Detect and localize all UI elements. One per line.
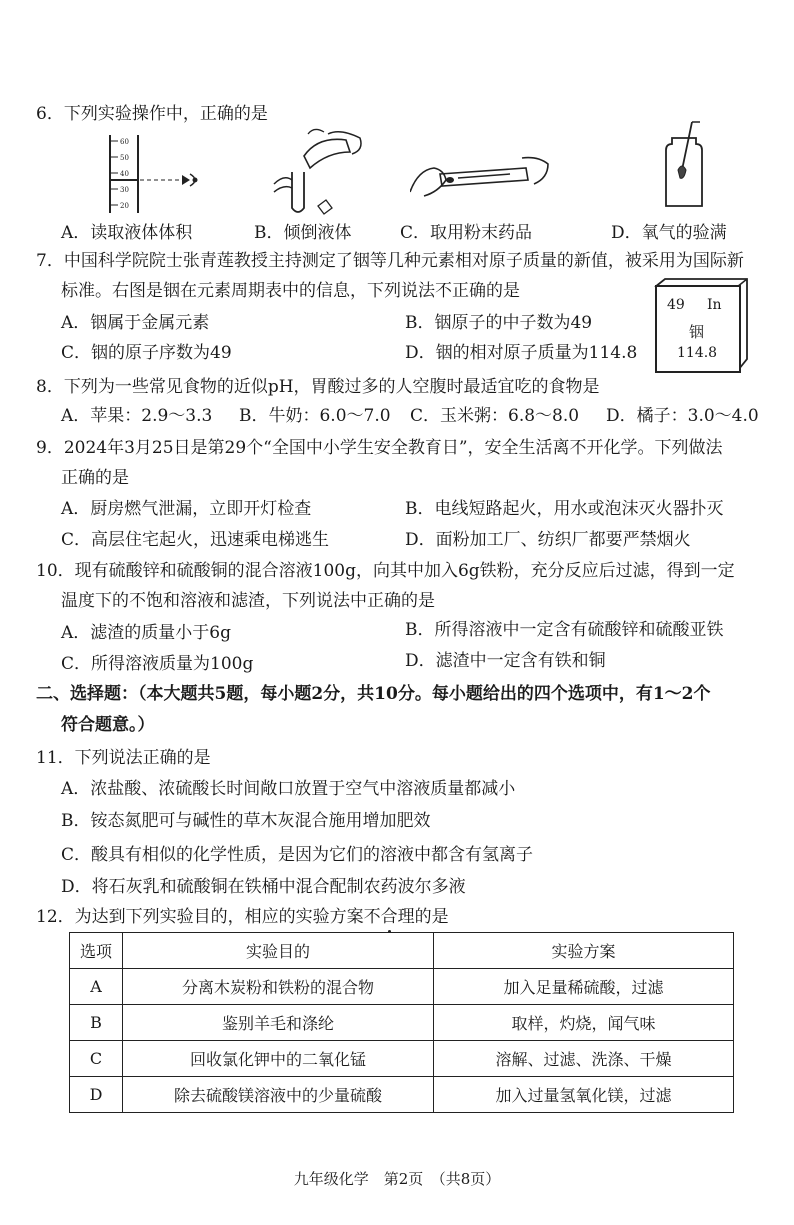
table-cell: 加入足量稀硫酸，过滤: [434, 969, 734, 1005]
q8-option-c: C．玉米粥：6.8～8.0: [410, 406, 580, 426]
table-cell: 溶解、过滤、洗涤、干燥: [434, 1041, 734, 1077]
q12-stem-pre: 12．为达到下列实验目的，相应的实验方案: [36, 907, 364, 927]
q12-table: [69, 932, 734, 1113]
q7-option-b: B．铟原子的中子数为49: [405, 313, 593, 333]
page-footer: 九年级化学 第2页 （共8页）: [293, 1170, 501, 1188]
table-cell: 除去硫酸镁溶液中的少量硫酸: [123, 1077, 434, 1113]
q12-stem-emphasis: 不合理: [363, 907, 415, 927]
q7-stem-line1: 7．中国科学院院士张青莲教授主持测定了铟等几种元素相对原子质量的新值，被采用为国际新: [36, 251, 744, 271]
q9-option-c: C．高层住宅起火，迅速乘电梯逃生: [61, 530, 330, 550]
table-cell: A: [70, 969, 123, 1005]
ruler-tick-label: 40: [120, 170, 129, 178]
q9-stem-line1: 9．2024年3月25日是第29个“全国中小学生安全教育日”，安全生活离不开化学。下列做法: [36, 438, 723, 458]
table-row: [70, 969, 734, 1005]
figure-powder-sampling: [410, 152, 550, 200]
table-cell: 加入过量氢氧化镁，过滤: [434, 1077, 734, 1113]
q8-option-d: D．橘子：3.0～4.0: [606, 406, 759, 426]
q11-option-a: A．浓盐酸、浓硫酸长时间敞口放置于空气中溶液质量都减小: [61, 779, 516, 799]
q10-stem-line1: 10．现有硫酸锌和硫酸铜的混合溶液100g，向其中加入6g铁粉，充分反应后过滤，得到一定: [36, 561, 735, 581]
q7-option-d: D．铟的相对原子质量为114.8: [405, 343, 638, 363]
q10-stem-line2: 温度下的不饱和溶液和滤渣，下列说法中正确的是: [61, 591, 435, 611]
q7-stem-line2: 标准。右图是铟在元素周期表中的信息，下列说法不正确的是: [61, 281, 520, 301]
table-header-row: [70, 933, 734, 969]
q6-stem: 6．下列实验操作中，正确的是: [36, 104, 268, 124]
table-cell: 分离木炭粉和铁粉的混合物: [123, 969, 434, 1005]
section-2-heading-line2: 符合题意。）: [61, 715, 155, 735]
element-atomic-number: 49: [667, 297, 685, 313]
q11-stem: 11．下列说法正确的是: [36, 748, 211, 768]
q9-option-a: A．厨房燃气泄漏，立即开灯检查: [61, 499, 312, 519]
ruler-tick-label: 30: [120, 186, 129, 194]
q8-option-b: B．牛奶：6.0～7.0: [239, 406, 391, 426]
q9-option-d: D．面粉加工厂、纺织厂都要严禁烟火: [405, 530, 691, 550]
ruler-tick-label: 50: [120, 154, 129, 162]
section-2-heading-line1: 二、选择题：（本大题共5题，每小题2分，共10分。每小题给出的四个选项中，有1～2个: [36, 684, 711, 704]
figure-oxygen-test: [652, 120, 712, 212]
table-header: 实验目的: [123, 933, 434, 969]
table-header: 实验方案: [434, 933, 734, 969]
q8-option-a: A．苹果：2.9～3.3: [61, 406, 213, 426]
table-cell: C: [70, 1041, 123, 1077]
element-card-indium: [655, 285, 741, 373]
table-cell: D: [70, 1077, 123, 1113]
q11-option-b: B．铵态氮肥可与碱性的草木灰混合施用增加肥效: [61, 811, 431, 831]
q11-option-d: D．将石灰乳和硫酸铜在铁桶中混合配制农药波尔多液: [61, 877, 466, 897]
table-header: 选项: [70, 933, 123, 969]
q12-stem: [36, 905, 449, 929]
ruler-tick-label: 60: [120, 138, 129, 146]
element-atomic-mass: 114.8: [677, 345, 718, 361]
q8-stem: 8．下列为一些常见食物的近似pH，胃酸过多的人空腹时最适宜吃的食物是: [36, 377, 600, 397]
q6-option-b: B．倾倒液体: [254, 223, 352, 243]
table-cell: B: [70, 1005, 123, 1041]
q7-option-c: C．铟的原子序数为49: [61, 343, 232, 363]
q10-option-b: B．所得溶液中一定含有硫酸锌和硫酸亚铁: [405, 620, 724, 640]
q9-option-b: B．电线短路起火，用水或泡沫灭火器扑灭: [405, 499, 724, 519]
q7-option-a: A．铟属于金属元素: [61, 313, 210, 333]
q10-option-c: C．所得溶液质量为100g: [61, 654, 254, 674]
table-row: [70, 1077, 734, 1113]
q10-option-d: D．滤渣中一定含有铁和铜: [405, 651, 606, 671]
q6-option-d: D．氧气的验满: [611, 223, 727, 243]
element-name: 铟: [689, 323, 705, 341]
element-symbol: In: [707, 297, 722, 313]
table-row: [70, 1041, 734, 1077]
table-cell: 取样，灼烧，闻气味: [434, 1005, 734, 1041]
q12-stem-post: 的是: [414, 907, 449, 927]
table-row: [70, 1005, 734, 1041]
q9-stem-line2: 正确的是: [61, 468, 129, 488]
figure-reading-cylinder: [100, 133, 210, 215]
figure-pouring-liquid: [268, 126, 368, 218]
q6-option-c: C．取用粉末药品: [400, 223, 533, 243]
table-cell: 回收氯化钾中的二氧化锰: [123, 1041, 434, 1077]
ruler-tick-label: 20: [120, 202, 129, 210]
q6-option-a: A．读取液体体积: [61, 223, 193, 243]
table-cell: 鉴别羊毛和涤纶: [123, 1005, 434, 1041]
q11-option-c: C．酸具有相似的化学性质，是因为它们的溶液中都含有氢离子: [61, 845, 534, 865]
q10-option-a: A．滤渣的质量小于6g: [61, 623, 231, 643]
